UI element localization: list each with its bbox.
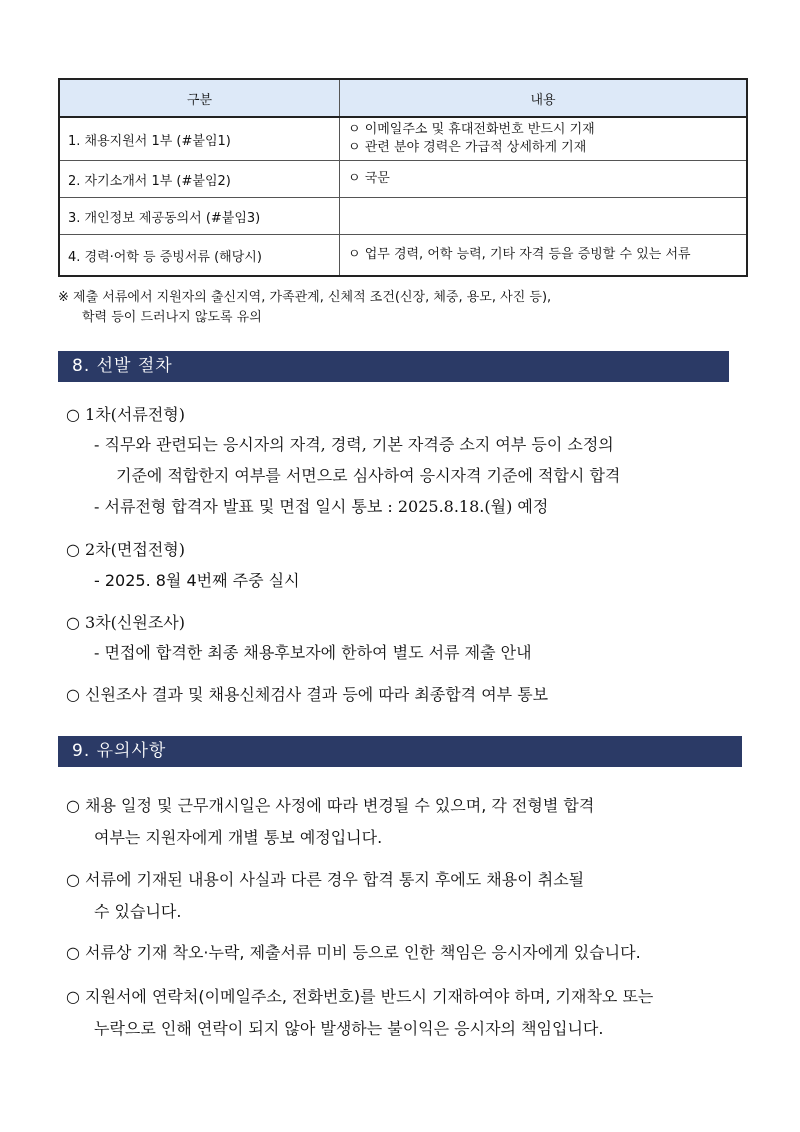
documents-table xyxy=(58,78,748,277)
row-category: 4. 경력·어학 등 증빙서류 (해당시) xyxy=(59,235,340,277)
note-line-2: 학력 등이 드러나지 않도록 유의 xyxy=(82,310,262,325)
row-content xyxy=(340,198,748,235)
stage1-line1-cont: 기준에 적합한지 여부를 서면으로 심사하여 응시자격 기준에 적합시 합격 xyxy=(116,466,621,485)
table-header-row xyxy=(59,79,747,117)
stage1-title: ○ 1차(서류전형) xyxy=(66,405,185,424)
header-content: 내용 xyxy=(340,79,748,117)
notice-item xyxy=(66,981,746,1045)
notice-item xyxy=(66,864,746,928)
section-8-header xyxy=(58,351,729,382)
notice-line-cont: 여부는 지원자에게 개별 통보 예정입니다. xyxy=(94,828,383,847)
content-line: ㅇ 업무 경력, 어학 능력, 기타 자격 등을 증빙할 수 있는 서류 xyxy=(348,247,691,262)
table-row xyxy=(59,235,747,277)
section-8-title: 8. 선발 절차 xyxy=(72,356,173,376)
row-content xyxy=(340,161,748,198)
notice-line: ○ 채용 일정 및 근무개시일은 사정에 따라 변경될 수 있으며, 각 전형별 합격 xyxy=(66,796,595,815)
row-content xyxy=(340,235,748,277)
content-line: ㅇ 국문 xyxy=(348,171,390,186)
notice-line-cont: 누락으로 인해 연락이 되지 않아 발생하는 불이익은 응시자의 책임입니다. xyxy=(94,1019,604,1038)
notice-line: ○ 서류상 기재 착오·누락, 제출서류 미비 등으로 인한 책임은 응시자에게 있습니다. xyxy=(66,943,641,962)
header-category: 구분 xyxy=(59,79,340,117)
row-category: 2. 자기소개서 1부 (#붙임2) xyxy=(59,161,340,198)
notice-item xyxy=(66,937,746,969)
section-9-title: 9. 유의사항 xyxy=(72,741,167,761)
stage2-title: ○ 2차(면접전형) xyxy=(66,540,185,559)
note-line-1: ※ 제출 서류에서 지원자의 출신지역, 가족관계, 신체적 조건(신장, 체중, 용모, 사진 등), xyxy=(58,290,552,305)
row-content xyxy=(340,117,748,161)
table-row xyxy=(59,198,747,235)
table-row xyxy=(59,161,747,198)
stage1-line1: - 직무와 관련되는 응시자의 자격, 경력, 기본 자격증 소지 여부 등이 소정의 xyxy=(94,435,614,454)
notice-line: ○ 지원서에 연락처(이메일주소, 전화번호)를 반드시 기재하여야 하며, 기재착오 또는 xyxy=(66,987,654,1006)
stage3-line1: - 면접에 합격한 최종 채용후보자에 한하여 별도 서류 제출 안내 xyxy=(94,643,532,662)
content-line: ㅇ 관련 분야 경력은 가급적 상세하게 기재 xyxy=(348,140,587,155)
notice-line: ○ 서류에 기재된 내용이 사실과 다른 경우 합격 통지 후에도 채용이 취소될 xyxy=(66,870,585,889)
stage2-line1: - 2025. 8월 4번째 주중 실시 xyxy=(94,571,300,590)
row-category: 3. 개인정보 제공동의서 (#붙임3) xyxy=(59,198,340,235)
row-category: 1. 채용지원서 1부 (#붙임1) xyxy=(59,117,340,161)
submission-note xyxy=(58,288,758,328)
notice-item xyxy=(66,790,746,854)
stage1-line2: - 서류전형 합격자 발표 및 면접 일시 통보 : 2025.8.18.(월) 예정 xyxy=(94,497,549,516)
content-line: ㅇ 이메일주소 및 휴대전화번호 반드시 기재 xyxy=(348,122,595,137)
notice-line-cont: 수 있습니다. xyxy=(94,902,182,921)
stage3-title: ○ 3차(신원조사) xyxy=(66,613,185,632)
table-row xyxy=(59,117,747,161)
final-result-text: ○ 신원조사 결과 및 채용신체검사 결과 등에 따라 최종합격 여부 통보 xyxy=(66,685,549,704)
section-9-header xyxy=(58,736,742,767)
